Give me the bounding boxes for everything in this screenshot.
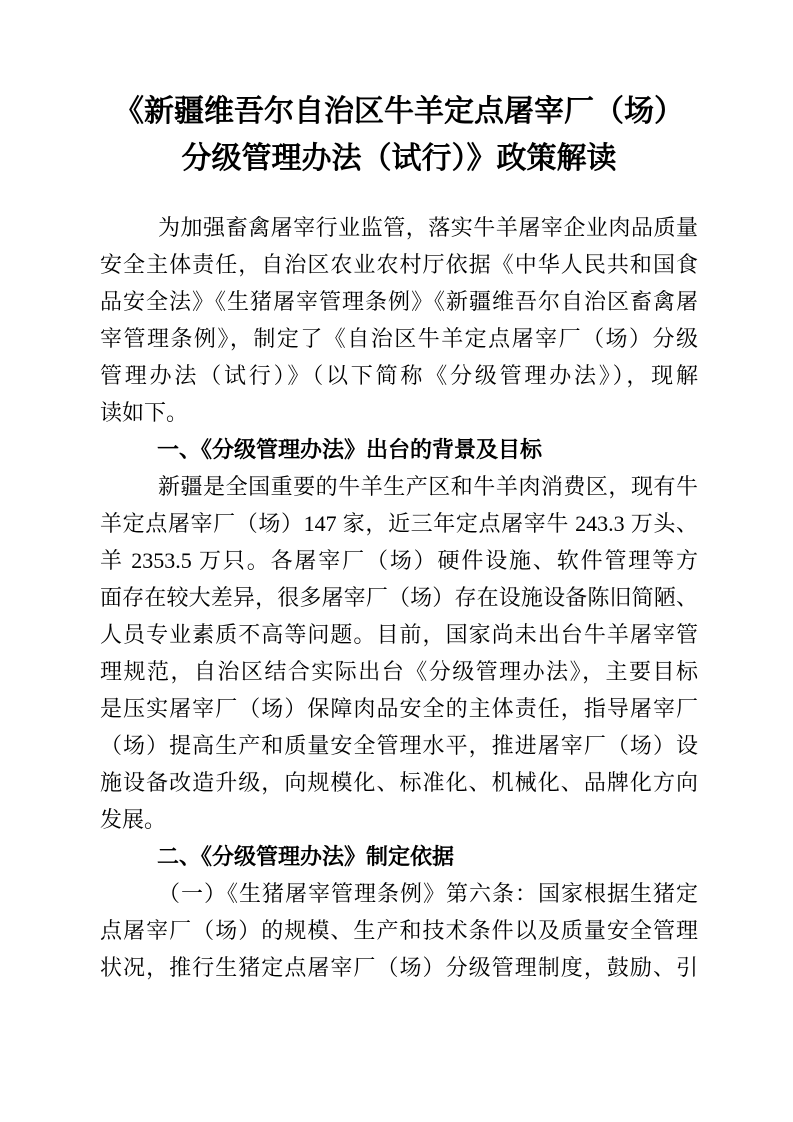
text-line: 状况，推行生猪定点屠宰厂（场）分级管理制度，鼓励、引 — [100, 955, 698, 980]
text-line: 为加强畜禽屠宰行业监管，落实牛羊屠宰企业肉品质量 — [158, 215, 698, 240]
section-2-paragraph — [100, 875, 698, 986]
document-title-line: 分级管理办法（试行）》政策解读 — [181, 142, 617, 175]
text-line: 品安全法》《生猪屠宰管理条例》《新疆维吾尔自治区畜禽屠 — [100, 289, 698, 314]
document-body — [100, 209, 698, 986]
text-line: 安全主体责任，自治区农业农村厅依据《中华人民共和国食 — [100, 252, 698, 277]
intro-paragraph — [100, 209, 698, 431]
text-line: 发展。 — [100, 807, 167, 832]
text-line: 读如下。 — [100, 400, 189, 425]
text-line: 施设备改造升级，向规模化、标准化、机械化、品牌化方向 — [100, 770, 698, 795]
text-line: 管理办法（试行）》（以下简称《分级管理办法》），现解 — [100, 363, 698, 388]
text-line: 羊定点屠宰厂（场）147 家，近三年定点屠宰牛 243.3 万头、 — [100, 511, 698, 536]
text-line: 新疆是全国重要的牛羊生产区和牛羊肉消费区，现有牛 — [158, 474, 698, 499]
text-line: 面存在较大差异，很多屠宰厂（场）存在设施设备陈旧简陋、 — [100, 585, 698, 610]
section-1-paragraph — [100, 468, 698, 838]
text-line: 宰管理条例》，制定了《自治区牛羊定点屠宰厂（场）分级 — [100, 326, 698, 351]
text-line: 是压实屠宰厂（场）保障肉品安全的主体责任，指导屠宰厂 — [100, 696, 698, 721]
text-line: （一）《生猪屠宰管理条例》第六条：国家根据生猪定 — [158, 881, 698, 906]
document-title — [100, 88, 698, 182]
text-line: （场）提高生产和质量安全管理水平，推进屠宰厂（场）设 — [100, 733, 698, 758]
text-line: 点屠宰厂（场）的规模、生产和技术条件以及质量安全管理 — [100, 918, 698, 943]
section-1-heading: 一、《分级管理办法》出台的背景及目标 — [157, 437, 543, 462]
text-line: 理规范，自治区结合实际出台《分级管理办法》，主要目标 — [100, 659, 698, 684]
text-line: 羊 2353.5 万只。各屠宰厂（场）硬件设施、软件管理等方 — [100, 548, 698, 573]
section-2-heading: 二、《分级管理办法》制定依据 — [157, 844, 455, 869]
document-title-line: 《新疆维吾尔自治区牛羊定点屠宰厂（场） — [114, 95, 684, 128]
text-line: 人员专业素质不高等问题。目前，国家尚未出台牛羊屠宰管 — [100, 622, 698, 647]
